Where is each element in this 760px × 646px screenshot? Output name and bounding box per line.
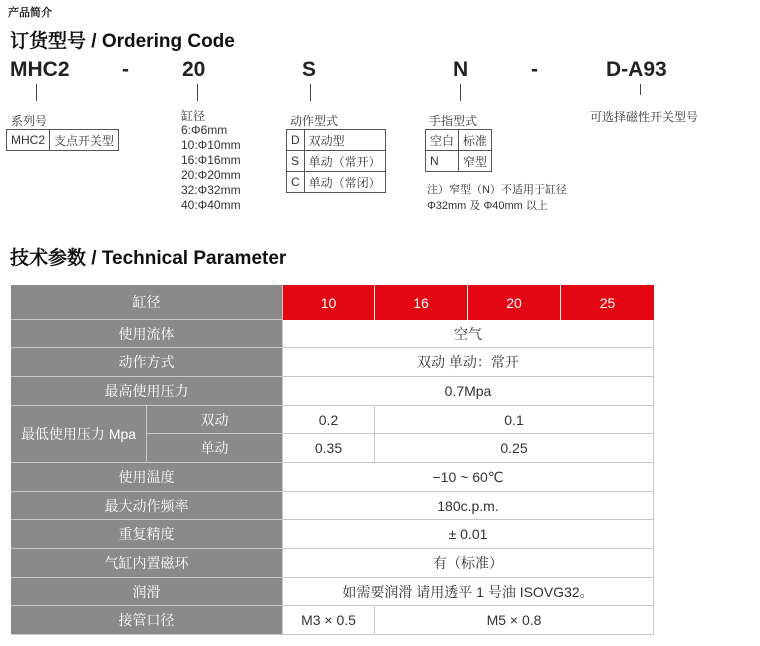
finger-caption: 手指型式 bbox=[429, 114, 478, 128]
code-dash-1: - bbox=[122, 58, 129, 81]
code-action: S bbox=[302, 58, 317, 81]
action-mode-value: 双动 单动：常开 bbox=[283, 348, 654, 377]
port-label: 接管口径 bbox=[11, 606, 283, 635]
header-bore-value: 16 bbox=[375, 285, 468, 320]
connector-switch bbox=[640, 84, 641, 95]
action-code: S bbox=[287, 151, 305, 172]
fluid-value: 空气 bbox=[283, 320, 654, 348]
ordering-code-title: 订货型号 / Ordering Code bbox=[10, 31, 235, 52]
lubrication-value: 如需要润滑 请用透平 1 号油 ISOVG32。 bbox=[283, 578, 654, 606]
series-caption: 系列号 bbox=[11, 114, 48, 128]
min-pressure-double-small: 0.2 bbox=[283, 406, 375, 434]
header-bore-value: 25 bbox=[561, 285, 654, 320]
min-pressure-single-large: 0.25 bbox=[375, 434, 654, 463]
header-bore-value: 20 bbox=[468, 285, 561, 320]
action-desc: 双动型 bbox=[304, 130, 385, 151]
series-desc: 支点开关型 bbox=[50, 130, 119, 151]
code-series: MHC2 bbox=[10, 58, 70, 81]
code-bore: 20 bbox=[182, 58, 206, 81]
technical-table bbox=[11, 285, 654, 635]
series-code: MHC2 bbox=[7, 130, 50, 151]
min-pressure-single-label: 单动 bbox=[147, 434, 283, 463]
min-pressure-label: 最低使用压力 Mpa bbox=[11, 406, 147, 463]
header-bore-label: 缸径 bbox=[11, 285, 283, 320]
code-switch: D-A93 bbox=[606, 58, 667, 81]
connector-finger bbox=[460, 84, 461, 101]
port-small: M3 × 0.5 bbox=[283, 606, 375, 635]
connector-action bbox=[310, 84, 311, 101]
lubrication-label: 润滑 bbox=[11, 578, 283, 606]
header-bore-value: 10 bbox=[283, 285, 375, 320]
bore-option: 6:Φ6mm bbox=[181, 123, 228, 137]
connector-series bbox=[36, 84, 37, 101]
finger-table bbox=[425, 129, 492, 172]
action-table bbox=[286, 129, 386, 193]
technical-title: 技术参数 / Technical Parameter bbox=[10, 248, 287, 269]
action-code: C bbox=[287, 172, 305, 193]
bore-option: 40:Φ40mm bbox=[181, 198, 241, 212]
repeatability-value: ± 0.01 bbox=[283, 520, 654, 549]
bore-option: 20:Φ20mm bbox=[181, 168, 241, 182]
port-large: M5 × 0.8 bbox=[375, 606, 654, 635]
repeatability-label: 重复精度 bbox=[11, 520, 283, 549]
switch-caption: 可选择磁性开关型号 bbox=[590, 110, 699, 124]
action-desc: 单动（常闭） bbox=[304, 172, 385, 193]
magnet-label: 气缸内置磁环 bbox=[11, 549, 283, 578]
min-pressure-double-label: 双动 bbox=[147, 406, 283, 434]
max-frequency-label: 最大动作频率 bbox=[11, 492, 283, 520]
max-frequency-value: 180c.p.m. bbox=[283, 492, 654, 520]
bore-option: 32:Φ32mm bbox=[181, 183, 241, 197]
temperature-value: −10 ~ 60℃ bbox=[283, 463, 654, 492]
finger-code: 空白 bbox=[426, 130, 459, 151]
magnet-value: 有（标准） bbox=[283, 549, 654, 578]
max-pressure-label: 最高使用压力 bbox=[11, 377, 283, 406]
min-pressure-single-small: 0.35 bbox=[283, 434, 375, 463]
bore-option: 10:Φ10mm bbox=[181, 138, 241, 152]
finger-note-2: Φ32mm 及 Φ40mm 以上 bbox=[427, 200, 548, 212]
finger-desc: 标准 bbox=[459, 130, 492, 151]
action-caption: 动作型式 bbox=[290, 114, 339, 128]
finger-code: N bbox=[426, 151, 459, 172]
bore-option: 16:Φ16mm bbox=[181, 153, 241, 167]
bore-caption: 缸径 bbox=[181, 109, 206, 123]
fluid-label: 使用流体 bbox=[11, 320, 283, 348]
max-pressure-value: 0.7Mpa bbox=[283, 377, 654, 406]
connector-bore bbox=[197, 84, 198, 101]
finger-note-1: 注）窄型（N）不适用于缸径 bbox=[427, 184, 567, 196]
action-mode-label: 动作方式 bbox=[11, 348, 283, 377]
intro-label: 产品简介 bbox=[8, 7, 52, 19]
action-desc: 单动（常开） bbox=[304, 151, 385, 172]
series-table bbox=[6, 129, 119, 151]
bore-list bbox=[181, 123, 241, 213]
temperature-label: 使用温度 bbox=[11, 463, 283, 492]
code-dash-2: - bbox=[531, 58, 538, 81]
finger-desc: 窄型 bbox=[459, 151, 492, 172]
min-pressure-double-large: 0.1 bbox=[375, 406, 654, 434]
code-finger: N bbox=[453, 58, 469, 81]
action-code: D bbox=[287, 130, 305, 151]
